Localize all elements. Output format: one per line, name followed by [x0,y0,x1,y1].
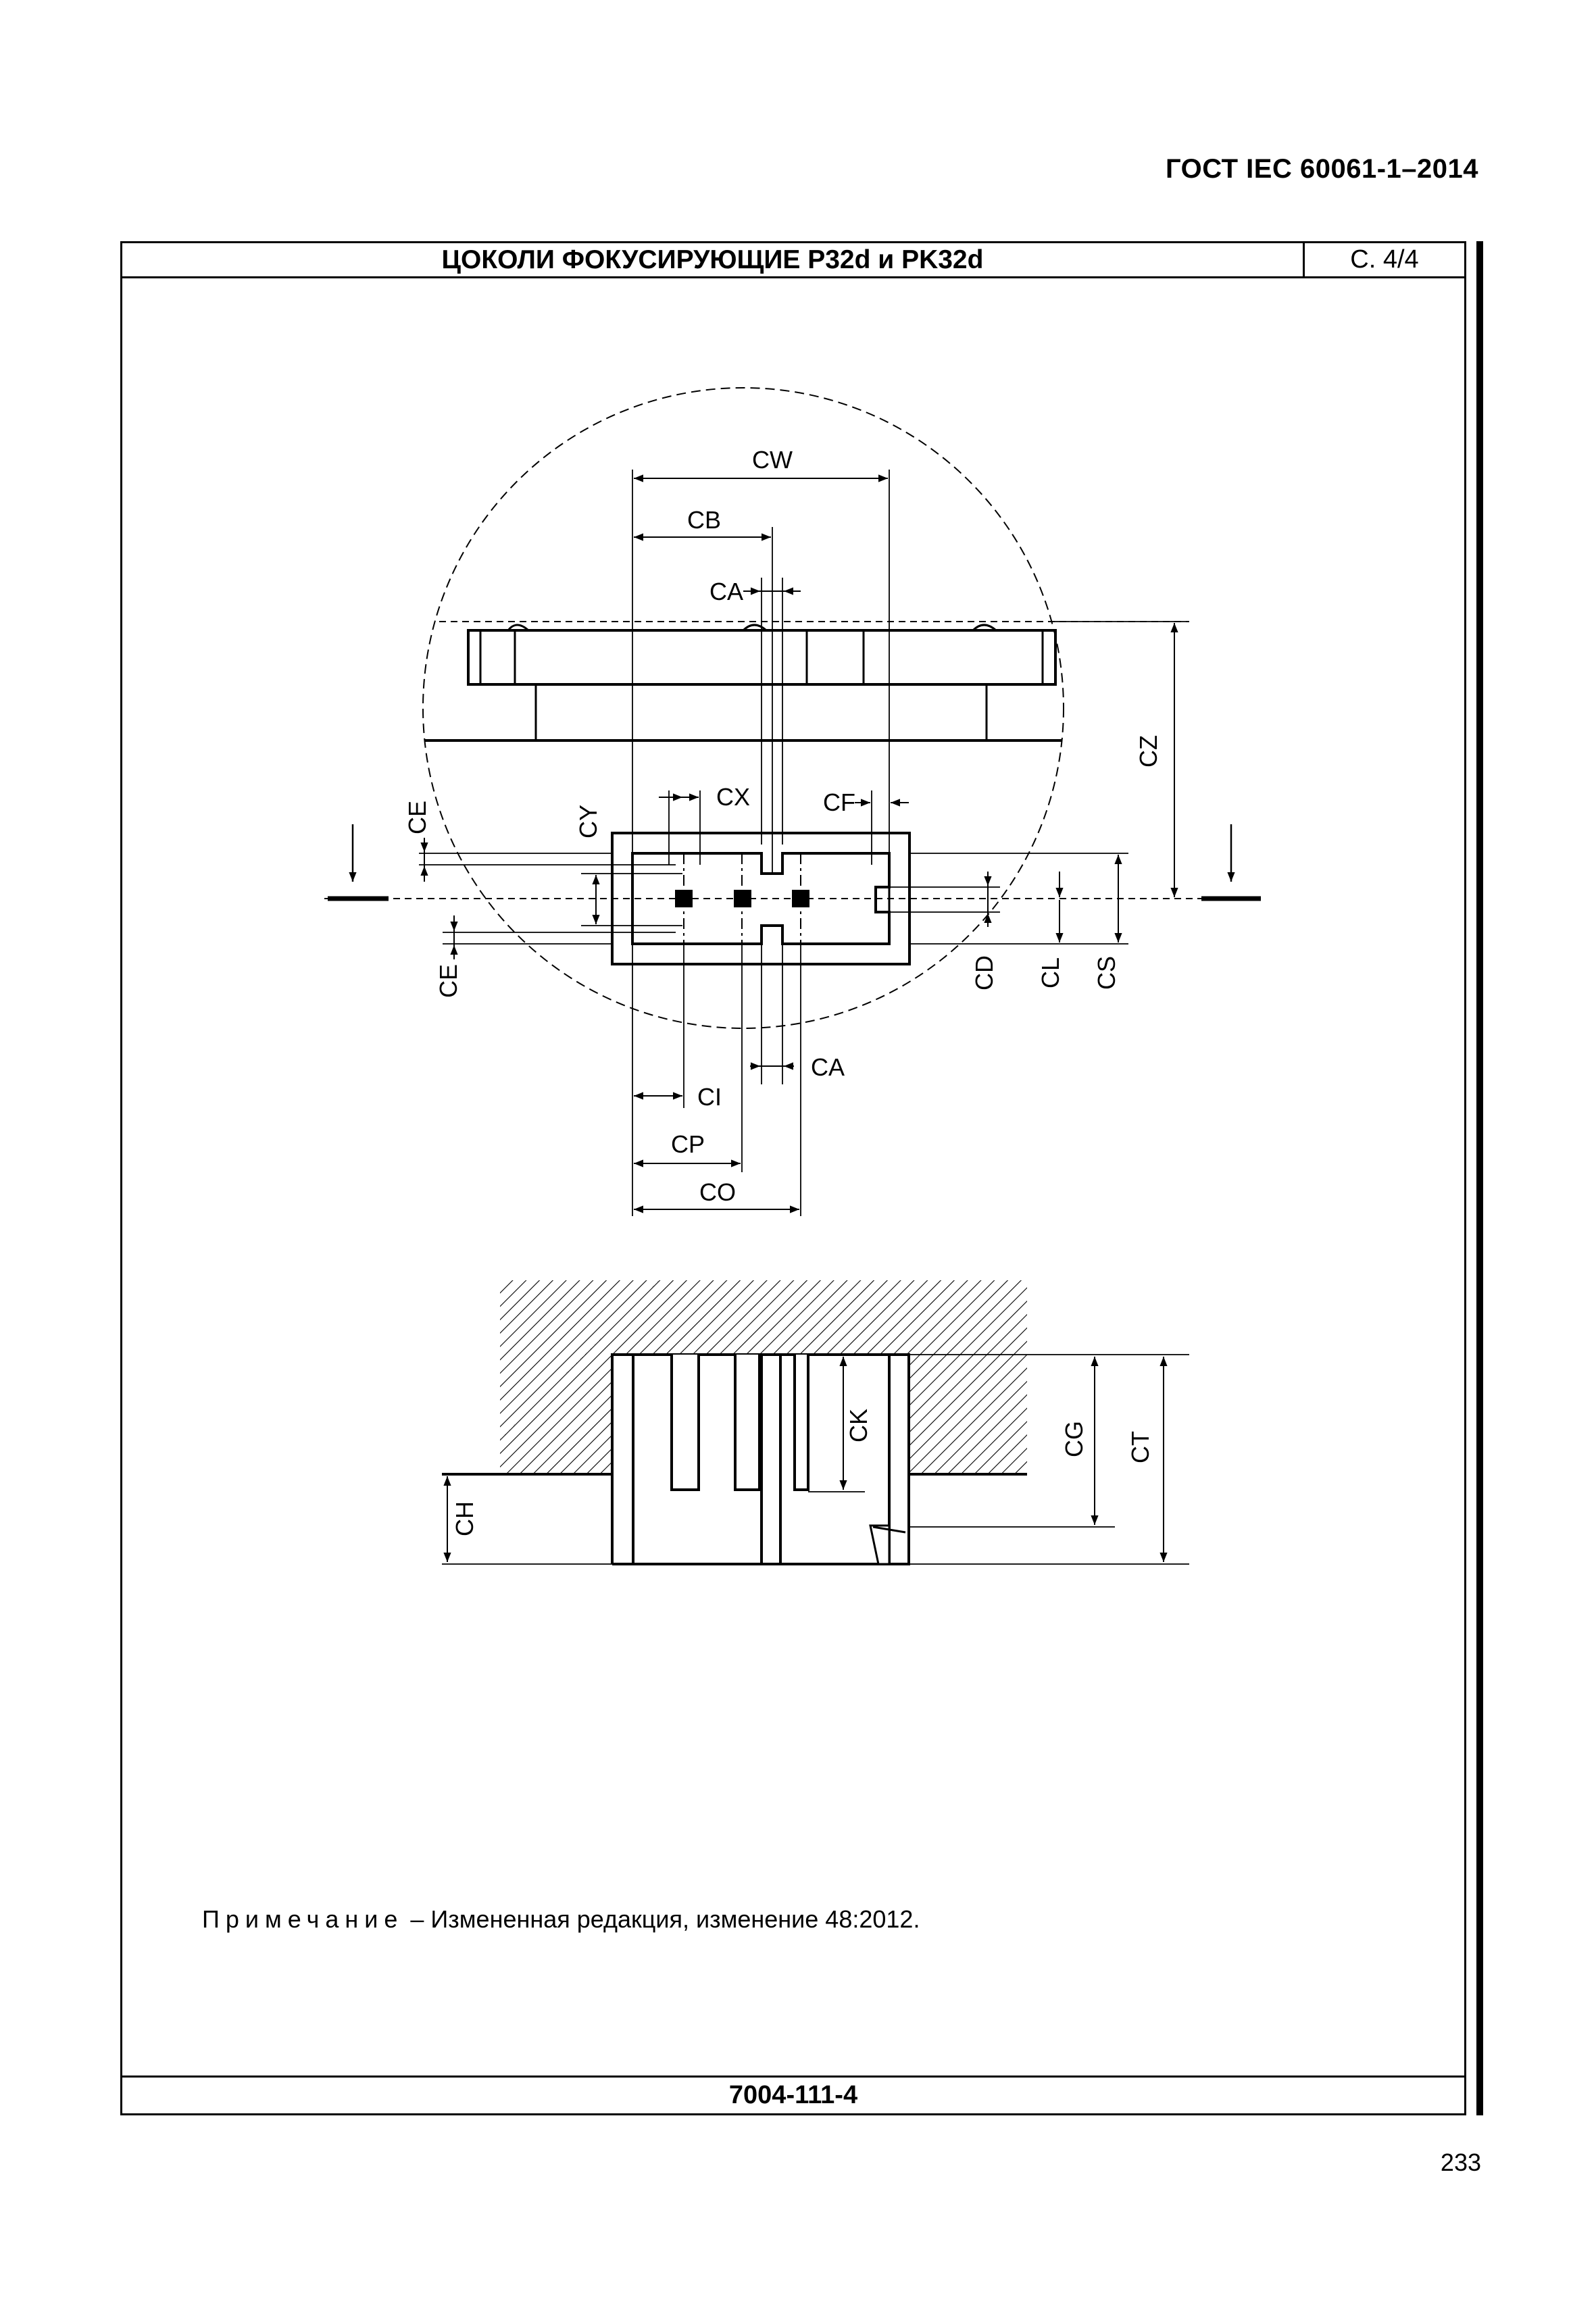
label-cs: CS [1093,955,1120,990]
sheet-page: С. 4/4 [1350,245,1419,274]
sheet-code: 7004-111-4 [122,2076,1464,2113]
label-ca-top: CA [709,578,744,605]
label-cz: CZ [1134,735,1162,768]
label-cx: CX [716,783,751,811]
label-cg: CG [1060,1421,1088,1457]
note-text: – Измененная редакция, изменение 48:2012. [410,1905,920,1933]
label-cl: CL [1037,957,1064,989]
standard-code: ГОСТ IEC 60061-1–2014 [1165,154,1478,184]
label-cy: CY [574,804,602,839]
page-number: 233 [1440,2148,1481,2176]
label-cp: CP [670,1130,705,1158]
label-co: CO [699,1178,736,1206]
label-cd: CD [970,955,998,990]
sheet-title: ЦОКОЛИ ФОКУСИРУЮЩИЕ P32d и PK32d [122,243,1305,276]
label-ct: CT [1126,1431,1154,1463]
detail-view [324,388,1261,1216]
label-ck: CK [845,1408,872,1443]
label-cb: CB [687,506,722,534]
label-cf: CF [823,788,855,816]
label-ce-top: CE [403,800,431,835]
note-label: Примечание [202,1905,404,1933]
label-ch: CH [451,1501,478,1536]
label-ci: CI [697,1083,722,1111]
label-ca-bottom: CA [810,1053,845,1081]
label-cw: CW [752,446,793,474]
label-ce-bottom: CE [434,963,462,999]
